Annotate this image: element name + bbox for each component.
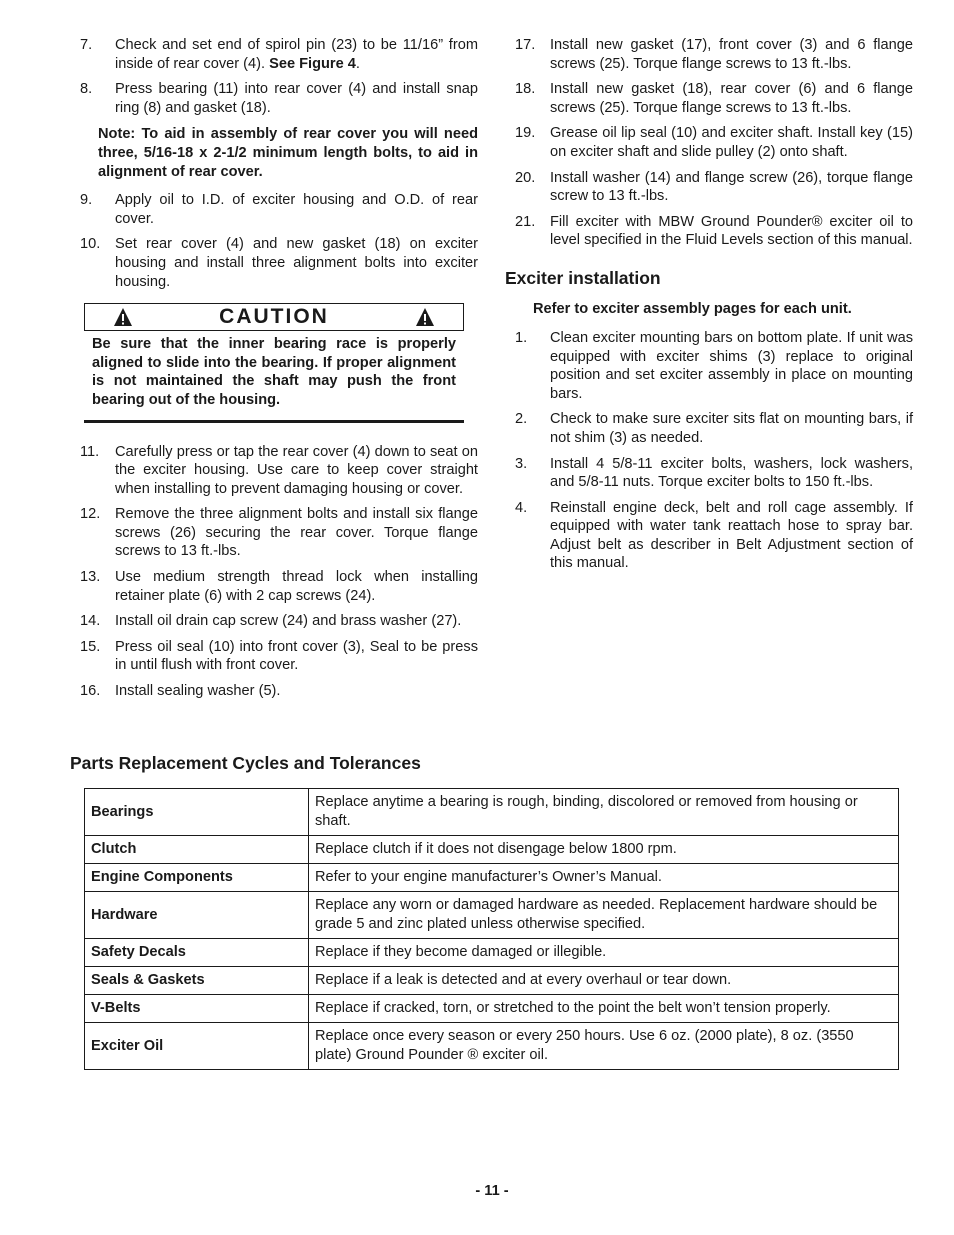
- step-14: [80, 612, 478, 631]
- step-number: 17.: [515, 37, 536, 53]
- assembly-note: Note: To aid in assembly of rear cover you will need three, 5/16-18 x 2-1/2 minimum length bolts, to aid in alignment of rear cover.: [98, 126, 478, 180]
- parts-replacement-heading: Parts Replacement Cycles and Tolerances: [70, 753, 421, 773]
- table-row: [85, 995, 899, 1023]
- install-step-3: [515, 455, 913, 492]
- part-instruction: Replace anytime a bearing is rough, binding, discolored or removed from housing or shaft.: [309, 789, 899, 836]
- part-label: Clutch: [85, 836, 309, 864]
- step-text: Remove the three alignment bolts and install six flange screws (26) securing the rear cover. Torque flange screws to 13 ft.-lbs.: [115, 506, 478, 560]
- step-text: Install sealing washer (5).: [115, 683, 281, 700]
- step-number: 18.: [515, 81, 536, 98]
- step-text: Install oil drain cap screw (24) and brass washer (27).: [115, 613, 462, 630]
- figure-reference: See Figure 4: [269, 55, 356, 72]
- step-text: Press oil seal (10) into front cover (3), Seal to be press in until flush with front cover.: [115, 638, 478, 674]
- table-row: [85, 836, 899, 864]
- step-text: Fill exciter with MBW Ground Pounder® exciter oil to level specified in the Fluid Levels section of this manual.: [550, 213, 913, 249]
- step-text: Carefully press or tap the rear cover (4) down to seat on the exciter housing. Use care to keep cover straight when installing to prevent damaging housing or cover.: [115, 443, 478, 497]
- step-21: [515, 213, 913, 250]
- step-number: 12.: [80, 506, 101, 523]
- warning-triangle-icon: [415, 307, 435, 327]
- table-row: [85, 967, 899, 995]
- step-13: [80, 568, 478, 605]
- table-row: [85, 939, 899, 967]
- step-number: 9.: [80, 192, 93, 209]
- caution-text: Be sure that the inner bearing race is properly aligned to slide into the bearing. If proper alignment is not maintained the shaft may push the front bearing out of the housing.: [92, 336, 456, 408]
- table-row: [85, 789, 899, 836]
- install-step-2: [515, 410, 913, 447]
- step-number: 8.: [80, 81, 93, 98]
- part-instruction: Replace if they become damaged or illegible.: [309, 939, 899, 967]
- step-text: Clean exciter mounting bars on bottom plate. If unit was equipped with exciter shims (3) replace to original position and set exciter assembly in place on mounting bars.: [550, 329, 913, 402]
- part-instruction: Replace once every season or every 250 hours. Use 6 oz. (2000 plate), 8 oz. (3550 plate) Ground Pounder ® exciter oil.: [309, 1023, 899, 1070]
- step-text: Install new gasket (18), rear cover (6) and 6 flange screws (25). Torque flange screws to 13 ft.-lbs.: [550, 81, 913, 116]
- part-label: Exciter Oil: [85, 1023, 309, 1070]
- part-label: Bearings: [85, 789, 309, 836]
- step-number: 4.: [515, 499, 528, 516]
- table-row: [85, 892, 899, 939]
- right-column: [505, 36, 913, 580]
- step-8: [80, 80, 478, 117]
- step-text: Grease oil lip seal (10) and exciter shaft. Install key (15) on exciter shaft and slide pulley (2) onto shaft.: [550, 125, 913, 160]
- caution-box: [84, 303, 464, 422]
- part-instruction: Replace if cracked, torn, or stretched to the point the belt won’t tension properly.: [309, 995, 899, 1023]
- step-number: 14.: [80, 613, 101, 630]
- caution-header: [84, 303, 464, 331]
- step-12: [80, 505, 478, 561]
- step-16: [80, 682, 478, 701]
- step-number: 21.: [515, 213, 536, 230]
- warning-triangle-icon: [113, 307, 133, 327]
- table-row: [85, 1023, 899, 1070]
- step-number: 19.: [515, 125, 536, 142]
- step-text: Set rear cover (4) and new gasket (18) on exciter housing and install three alignment bolts into exciter housing.: [115, 236, 478, 290]
- step-number: 16.: [80, 683, 101, 700]
- part-label: V-Belts: [85, 995, 309, 1023]
- step-15: [80, 638, 478, 675]
- step-7: [80, 36, 478, 73]
- exciter-installation-heading: Exciter installation: [505, 267, 661, 288]
- step-20: [515, 169, 913, 206]
- step-text: Press bearing (11) into rear cover (4) and install snap ring (8) and gasket (18).: [115, 81, 478, 116]
- part-instruction: Replace clutch if it does not disengage below 1800 rpm.: [309, 836, 899, 864]
- step-19: [515, 124, 913, 161]
- step-18: [515, 80, 913, 117]
- step-9: [80, 191, 478, 228]
- caution-bottom-rule: [84, 416, 464, 423]
- part-label: Seals & Gaskets: [85, 967, 309, 995]
- step-text: Apply oil to I.D. of exciter housing and O.D. of rear cover.: [115, 192, 478, 227]
- step-number: 7.: [80, 37, 93, 53]
- step-17: [515, 36, 913, 73]
- step-number: 1.: [515, 329, 528, 346]
- part-label: Hardware: [85, 892, 309, 939]
- step-number: 11.: [80, 443, 100, 460]
- step-text: Check and set end of spirol pin (23) to be 11/16” from inside of rear cover (4). See Figure 4.: [115, 37, 478, 72]
- part-instruction: Refer to your engine manufacturer’s Owner’s Manual.: [309, 864, 899, 892]
- step-number: 2.: [515, 411, 528, 428]
- step-text: Install washer (14) and flange screw (26), torque flange screw to 13 ft.-lbs.: [550, 169, 913, 205]
- table-row: [85, 864, 899, 892]
- part-label: Engine Components: [85, 864, 309, 892]
- exciter-installation-note: Refer to exciter assembly pages for each unit.: [533, 300, 852, 317]
- step-text: Reinstall engine deck, belt and roll cage assembly. If equipped with water tank reattach hose to spray bar. Adjust belt as describer in Belt Adjustment section of this manual.: [550, 499, 913, 572]
- step-number: 13.: [80, 569, 101, 586]
- part-label: Safety Decals: [85, 939, 309, 967]
- step-text: Install 4 5/8-11 exciter bolts, washers, lock washers, and 5/8-11 nuts. Torque exciter bolts to 150 ft.-lbs.: [550, 455, 913, 491]
- install-step-1: [515, 329, 913, 403]
- step-text: Use medium strength thread lock when installing retainer plate (6) with 2 cap screws (24).: [115, 569, 478, 604]
- parts-replacement-table: [84, 788, 899, 1070]
- page-number: - 11 -: [475, 1183, 509, 1199]
- step-number: 10.: [80, 236, 101, 253]
- left-column: [80, 36, 478, 708]
- step-10: [80, 235, 478, 291]
- step-text: Install new gasket (17), front cover (3) and 6 flange screws (25). Torque flange screws to 13 ft.-lbs.: [550, 37, 913, 72]
- step-number: 3.: [515, 455, 528, 472]
- caution-title: CAUTION: [219, 305, 329, 329]
- step-number: 20.: [515, 169, 536, 186]
- install-step-4: [515, 499, 913, 573]
- step-text: Check to make sure exciter sits flat on mounting bars, if not shim (3) as needed.: [550, 411, 913, 446]
- part-instruction: Replace any worn or damaged hardware as needed. Replacement hardware should be grade 5 and zinc plated unless otherwise specified.: [309, 892, 899, 939]
- step-11: [80, 443, 478, 499]
- step-number: 15.: [80, 638, 101, 655]
- part-instruction: Replace if a leak is detected and at every overhaul or tear down.: [309, 967, 899, 995]
